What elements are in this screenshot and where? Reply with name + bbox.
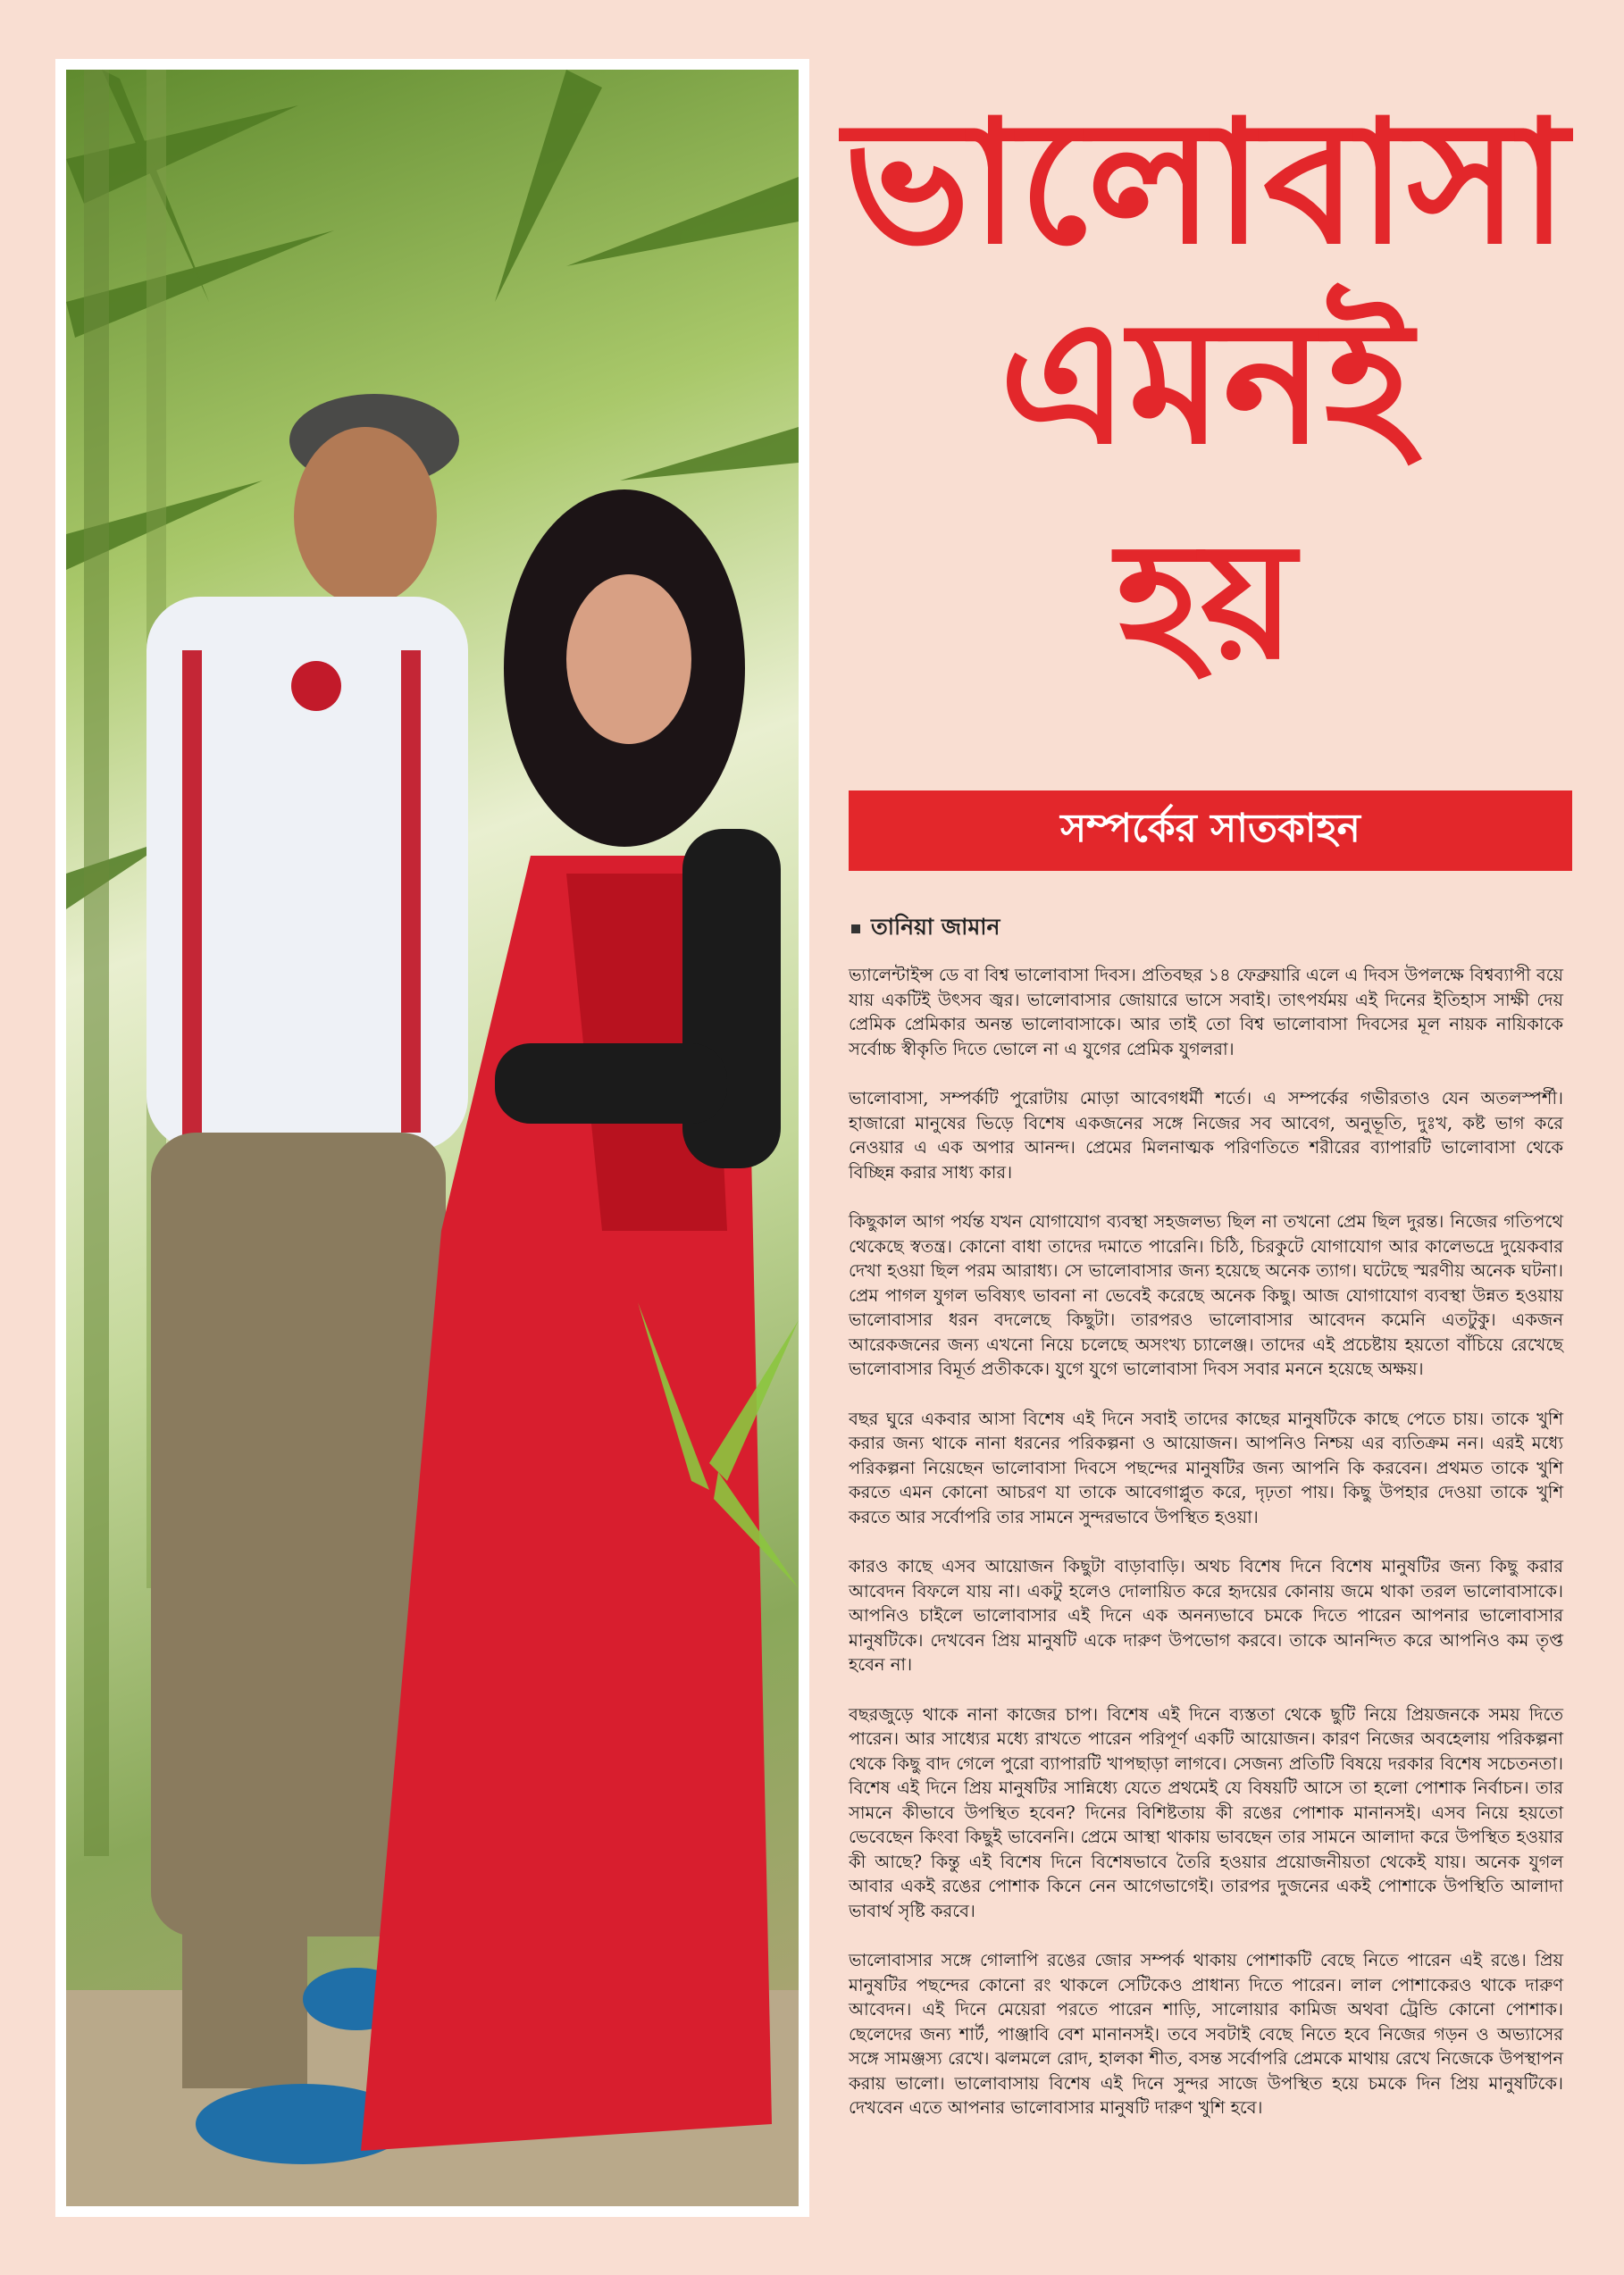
headline <box>822 84 1590 695</box>
article-paragraph: বছর ঘুরে একবার আসা বিশেষ এই দিনে সবাই তাদের কাছের মানুষটিকে কাছে পেতে চায়। তাকে খুশি করার জন্য থাকে নানা ধরনের পরিকল্পনা ও আয়োজন। আপনিও নিশ্চয় এর ব্যতিক্রম নন। এরই মধ্যে পরিকল্পনা নিয়েছেন ভালোবাসা দিবসে পছন্দের মানুষটির জন্য আপনি কি করবেন। প্রথমত তাকে খুশি করতে এমন কোনো আচরণ যা তাকে আবেগাপ্লুত করে, দৃঢ়তা পায়। কিছু উপহার দেওয়া তাকে খুশি করতে আর সর্বোপরি তার সামনে সুন্দরভাবে উপস্থিত হওয়া। <box>849 1408 1563 1527</box>
bullet-square-icon <box>851 924 860 933</box>
article-paragraph: ভালোবাসা, সম্পর্কটি পুরোটায় মোড়া আবেগধর্মী শর্তে। এ সম্পর্কের গভীরতাও যেন অতলস্পর্শী। হাজারো মানুষের ভিড়ে বিশেষ একজনের সঙ্গে নিজের সব আবেগ, অনুভূতি, দুঃখ, কষ্ট ভাগ করে নেওয়ার এ এক অপার আনন্দ। প্রেমের মিলনাত্মক পরিণতিতে শরীরের ব্যাপারটি ভালোবাসা থেকে বিচ্ছিন্ন করার সাধ্য কার। <box>849 1088 1563 1183</box>
headline-line-2: এমনই <box>999 284 1413 481</box>
article-paragraph: ভালোবাসার সঙ্গে গোলাপি রঙের জোর সম্পর্ক থাকায় পোশাকটি বেছে নিতে পারেন এই রঙে। প্রিয় মানুষটির পছন্দের কোনো রং থাকলে সেটিকেও প্রাধান্য দিতে পারেন। লাল পোশাকেরও থাকে দারুণ আবেদন। এই দিনে মেয়েরা পরতে পারেন শাড়ি, সালোয়ার কামিজ অথবা ট্রেন্ডি কোনো পোশাক। ছেলেদের জন্য শার্ট, পাঞ্জাবি বেশ মানানসই। তবে সবটাই বেছে নিতে হবে নিজের গড়ন ও অভ্যাসের সঙ্গে সামঞ্জস্য রেখে। ঝলমলে রোদ, হালকা শীত, বসন্ত সর্বোপরি প্রেমকে মাথায় রেখে নিজেকে উপস্থাপন করায় ভালো। ভালোবাসায় বিশেষ এই দিনে সুন্দর সাজে উপস্থিত হয়ে চমকে দিন প্রিয় মানুষটিকে। দেখবেন এতে আপনার ভালোবাসার মানুষটি দারুণ খুশি হবে। <box>849 1950 1563 2118</box>
couple-photo <box>66 70 799 2206</box>
subheading-bar <box>849 790 1572 871</box>
byline <box>851 909 1000 948</box>
article-body <box>849 963 1563 2145</box>
subheading-text: সম্পর্কের সাতকাহন <box>1060 805 1360 851</box>
couple-photo-frame <box>55 59 809 2217</box>
headline-line-3: হয় <box>1116 508 1296 695</box>
article-paragraph: বছরজুড়ে থাকে নানা কাজের চাপ। বিশেষ এই দিনে ব্যস্ততা থেকে ছুটি নিয়ে প্রিয়জনকে সময় দিতে পারেন। আর সাধ্যের মধ্যে রাখতে পারেন পরিপূর্ণ একটি আয়োজন। কারণ নিজের অবহেলায় পরিকল্পনা থেকে কিছু বাদ গেলে পুরো ব্যাপারটি খাপছাড়া লাগবে। সেজন্য প্রতিটি বিষয়ে দরকার বিশেষ সচেতনতা। বিশেষ এই দিনে প্রিয় মানুষটির সান্নিধ্যে যেতে প্রথমেই যে বিষয়টি আসে তা হলো পোশাক নির্বাচন। তার সামনে কীভাবে উপস্থিত হবেন? দিনের বিশিষ্টতায় কী রঙের পোশাক মানানসই। এসব নিয়ে হয়তো ভেবেছেন কিংবা কিছুই ভাবেননি। প্রেমে আস্থা থাকায় ভাবছেন তার সামনে আলাদা করে উপস্থিত হওয়ার কী আছে? কিন্তু এই বিশেষ দিনে বিশেষভাবে তৈরি হওয়ার প্রয়োজনীয়তা থেকেই যায়। অনেক যুগল আবার একই রঙের পোশাক কিনে নেন আগেভাগেই। তারপর দুজনের একই পোশাকে উপস্থিতি আলাদা ভাবার্থ সৃষ্টি করবে। <box>849 1703 1563 1921</box>
article-paragraph: ভ্যালেন্টাইন্স ডে বা বিশ্ব ভালোবাসা দিবস। প্রতিবছর ১৪ ফেব্রুয়ারি এলে এ দিবস উপলক্ষে বিশ্বব্যাপী বয়ে যায় একটিই উৎসব জ্বর। ভালোবাসার জোয়ারে ভাসে সবাই। তাৎপর্যময় এই দিনের ইতিহাস সাক্ষী দেয় প্রেমিক প্রেমিকার অনন্ত ভালোবাসাকে। আর তাই তো বিশ্ব ভালোবাসা দিবসের মূল নায়ক নায়িকাকে সর্বোচ্চ স্বীকৃতি দিতে ভোলে না এ যুগের প্রেমিক যুগলরা। <box>849 965 1563 1059</box>
article-paragraph: কিছুকাল আগ পর্যন্ত যখন যোগাযোগ ব্যবস্থা সহজলভ্য ছিল না তখনো প্রেম ছিল দুরন্ত। নিজের গতিপথে থেকেছে স্বতন্ত্র। কোনো বাধা তাদের দমাতে পারেনি। চিঠি, চিরকুটে যোগাযোগ আর কালেভদ্রে দুয়েকবার দেখা হওয়া ছিল পরম আরাধ্য। সে ভালোবাসার জন্য হয়েছে অনেক ত্যাগ। ঘটেছে স্মরণীয় অনেক ঘটনা। প্রেম পাগল যুগল ভবিষ্যৎ ভাবনা না ভেবেই করেছে অনেক কিছু। আজ যোগাযোগ ব্যবস্থা উন্নত হওয়ায় ভালোবাসার ধরন বদলেছে কিছুটা। তারপরও ভালোবাসার আবেদন কমেনি এতটুকু। একজন আরেকজনের জন্য এখনো নিয়ে চলেছে অসংখ্য চ্যালেঞ্জ। তাদের এই প্রচেষ্টায় হয়তো বাঁচিয়ে রেখেছে ভালোবাসার বিমূর্ত প্রতীককে। যুগে যুগে ভালোবাসা দিবস সবার মননে হয়েছে অক্ষয়। <box>849 1211 1563 1379</box>
author-name: তানিয়া জামান <box>871 914 1000 940</box>
couple-photo-illustration <box>66 70 799 2206</box>
headline-line-1: ভালোবাসা <box>843 84 1569 281</box>
article-paragraph: কারও কাছে এসব আয়োজন কিছুটা বাড়াবাড়ি। অথচ বিশেষ দিনে বিশেষ মানুষটির জন্য কিছু করার আবেদন বিফলে যায় না। একটু হলেও দোলায়িত করে হৃদয়ের কোনায় জমে থাকা তরল ভালোবাসাকে। আপনিও চাইলে ভালোবাসার এই দিনে এক অনন্যভাবে চমকে দিতে পারেন আপনার ভালোবাসার মানুষটিকে। দেখবেন প্রিয় মানুষটি একে দারুণ উপভোগ করবে। তাকে আনন্দিত করে আপনিও কম তৃপ্ত হবেন না। <box>849 1556 1563 1675</box>
